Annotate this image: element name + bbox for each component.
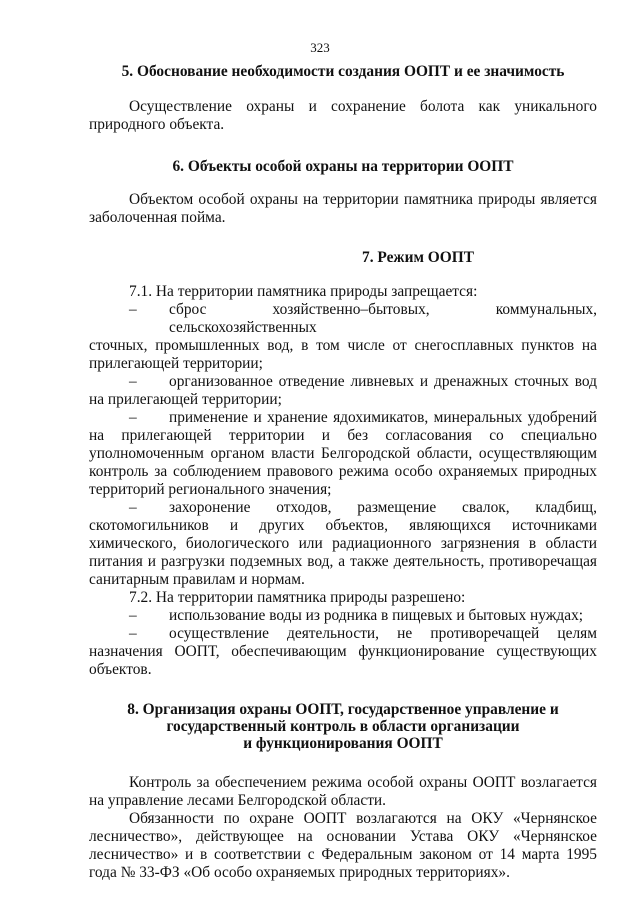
prohibition-item-4 (89, 499, 597, 589)
dash-mark: – (129, 607, 137, 624)
prohibition-item-1 (89, 301, 597, 373)
item-text-cont: сточных, промышленных вод, в том числе от снегосплавных пунктов на прилегающей территории; (89, 337, 597, 372)
clause-7-2: 7.2. На территории памятника природы разрешено: (129, 589, 466, 606)
item-text-cont: назначения ООПТ, обеспечивающим функционирование существующих объектов. (89, 643, 597, 678)
section-8-paragraph-1: Контроль за обеспечением режима особой охраны ООПТ возлагается на управление лесами Белгородской области. (89, 774, 597, 809)
page-number: 323 (310, 40, 330, 55)
item-text: сброс хозяйственно–бытовых, коммунальных, сельскохозяйственных (169, 301, 597, 336)
page-content (89, 63, 597, 882)
section-6-text: Объектом особой охраны на территории памятника природы является заболоченная пойма. (89, 191, 597, 226)
item-text-cont: на прилегающей территории; (89, 391, 282, 408)
dash-mark: – (129, 301, 137, 318)
item-text-cont: скотомогильников и других объектов, являющихся источниками химического, биологического или радиационного загрязнения в области питания и разгрузки подземных вод, а также деятельность, противоречащая санитарным правилам и нормам. (89, 517, 597, 588)
clause-7-1: 7.1. На территории памятника природы запрещается: (129, 283, 478, 300)
prohibition-item-2 (89, 373, 597, 409)
item-text: осуществление деятельности, не противоречащей целям (169, 625, 597, 642)
section-8-heading (89, 701, 597, 752)
dash-mark: – (129, 409, 137, 426)
prohibition-item-3 (89, 409, 597, 499)
dash-mark: – (129, 373, 137, 390)
dash-mark: – (129, 499, 137, 516)
item-text: применение и хранение ядохимикатов, минеральных удобрений (169, 409, 597, 426)
item-text-cont: на прилегающей территории и без согласования со специально уполномоченным органом власти Белгородской области, осуществляющим контроль за соблюдением правового режима особо охраняемых природных территорий регионального значения; (89, 427, 597, 498)
permission-item-2 (89, 625, 597, 679)
section-6-heading: 6. Объекты особой охраны на территории ООПТ (172, 158, 514, 175)
item-text: захоронение отходов, размещение свалок, кладбищ, (169, 499, 597, 516)
item-text: организованное отведение ливневых и дренажных сточных вод (169, 373, 597, 390)
section-8-heading-line-2: государственный контроль в области организации (166, 718, 520, 735)
section-8-heading-line-1: 8. Организация охраны ООПТ, государственное управление и (127, 701, 559, 718)
dash-mark: – (129, 625, 137, 642)
section-5-heading: 5. Обоснование необходимости создания ООПТ и ее значимость (121, 63, 565, 80)
section-7-heading: 7. Режим ООПТ (362, 249, 474, 266)
section-5-text: Осуществление охраны и сохранение болота как уникального природного объекта. (89, 98, 597, 133)
section-8-paragraph-2: Обязанности по охране ООПТ возлагаются на ОКУ «Чернянское лесничество», действующее на основании Устава ОКУ «Чернянское лесничество» и в соответствии с Федеральным законом от 14 марта 1995 года № 33-ФЗ «Об особо охраняемых природных территориях». (89, 810, 597, 881)
permission-item-1 (89, 607, 597, 625)
section-8-heading-line-3: и функционирования ООПТ (243, 735, 443, 752)
item-text: использование воды из родника в пищевых и бытовых нуждах; (169, 607, 584, 624)
